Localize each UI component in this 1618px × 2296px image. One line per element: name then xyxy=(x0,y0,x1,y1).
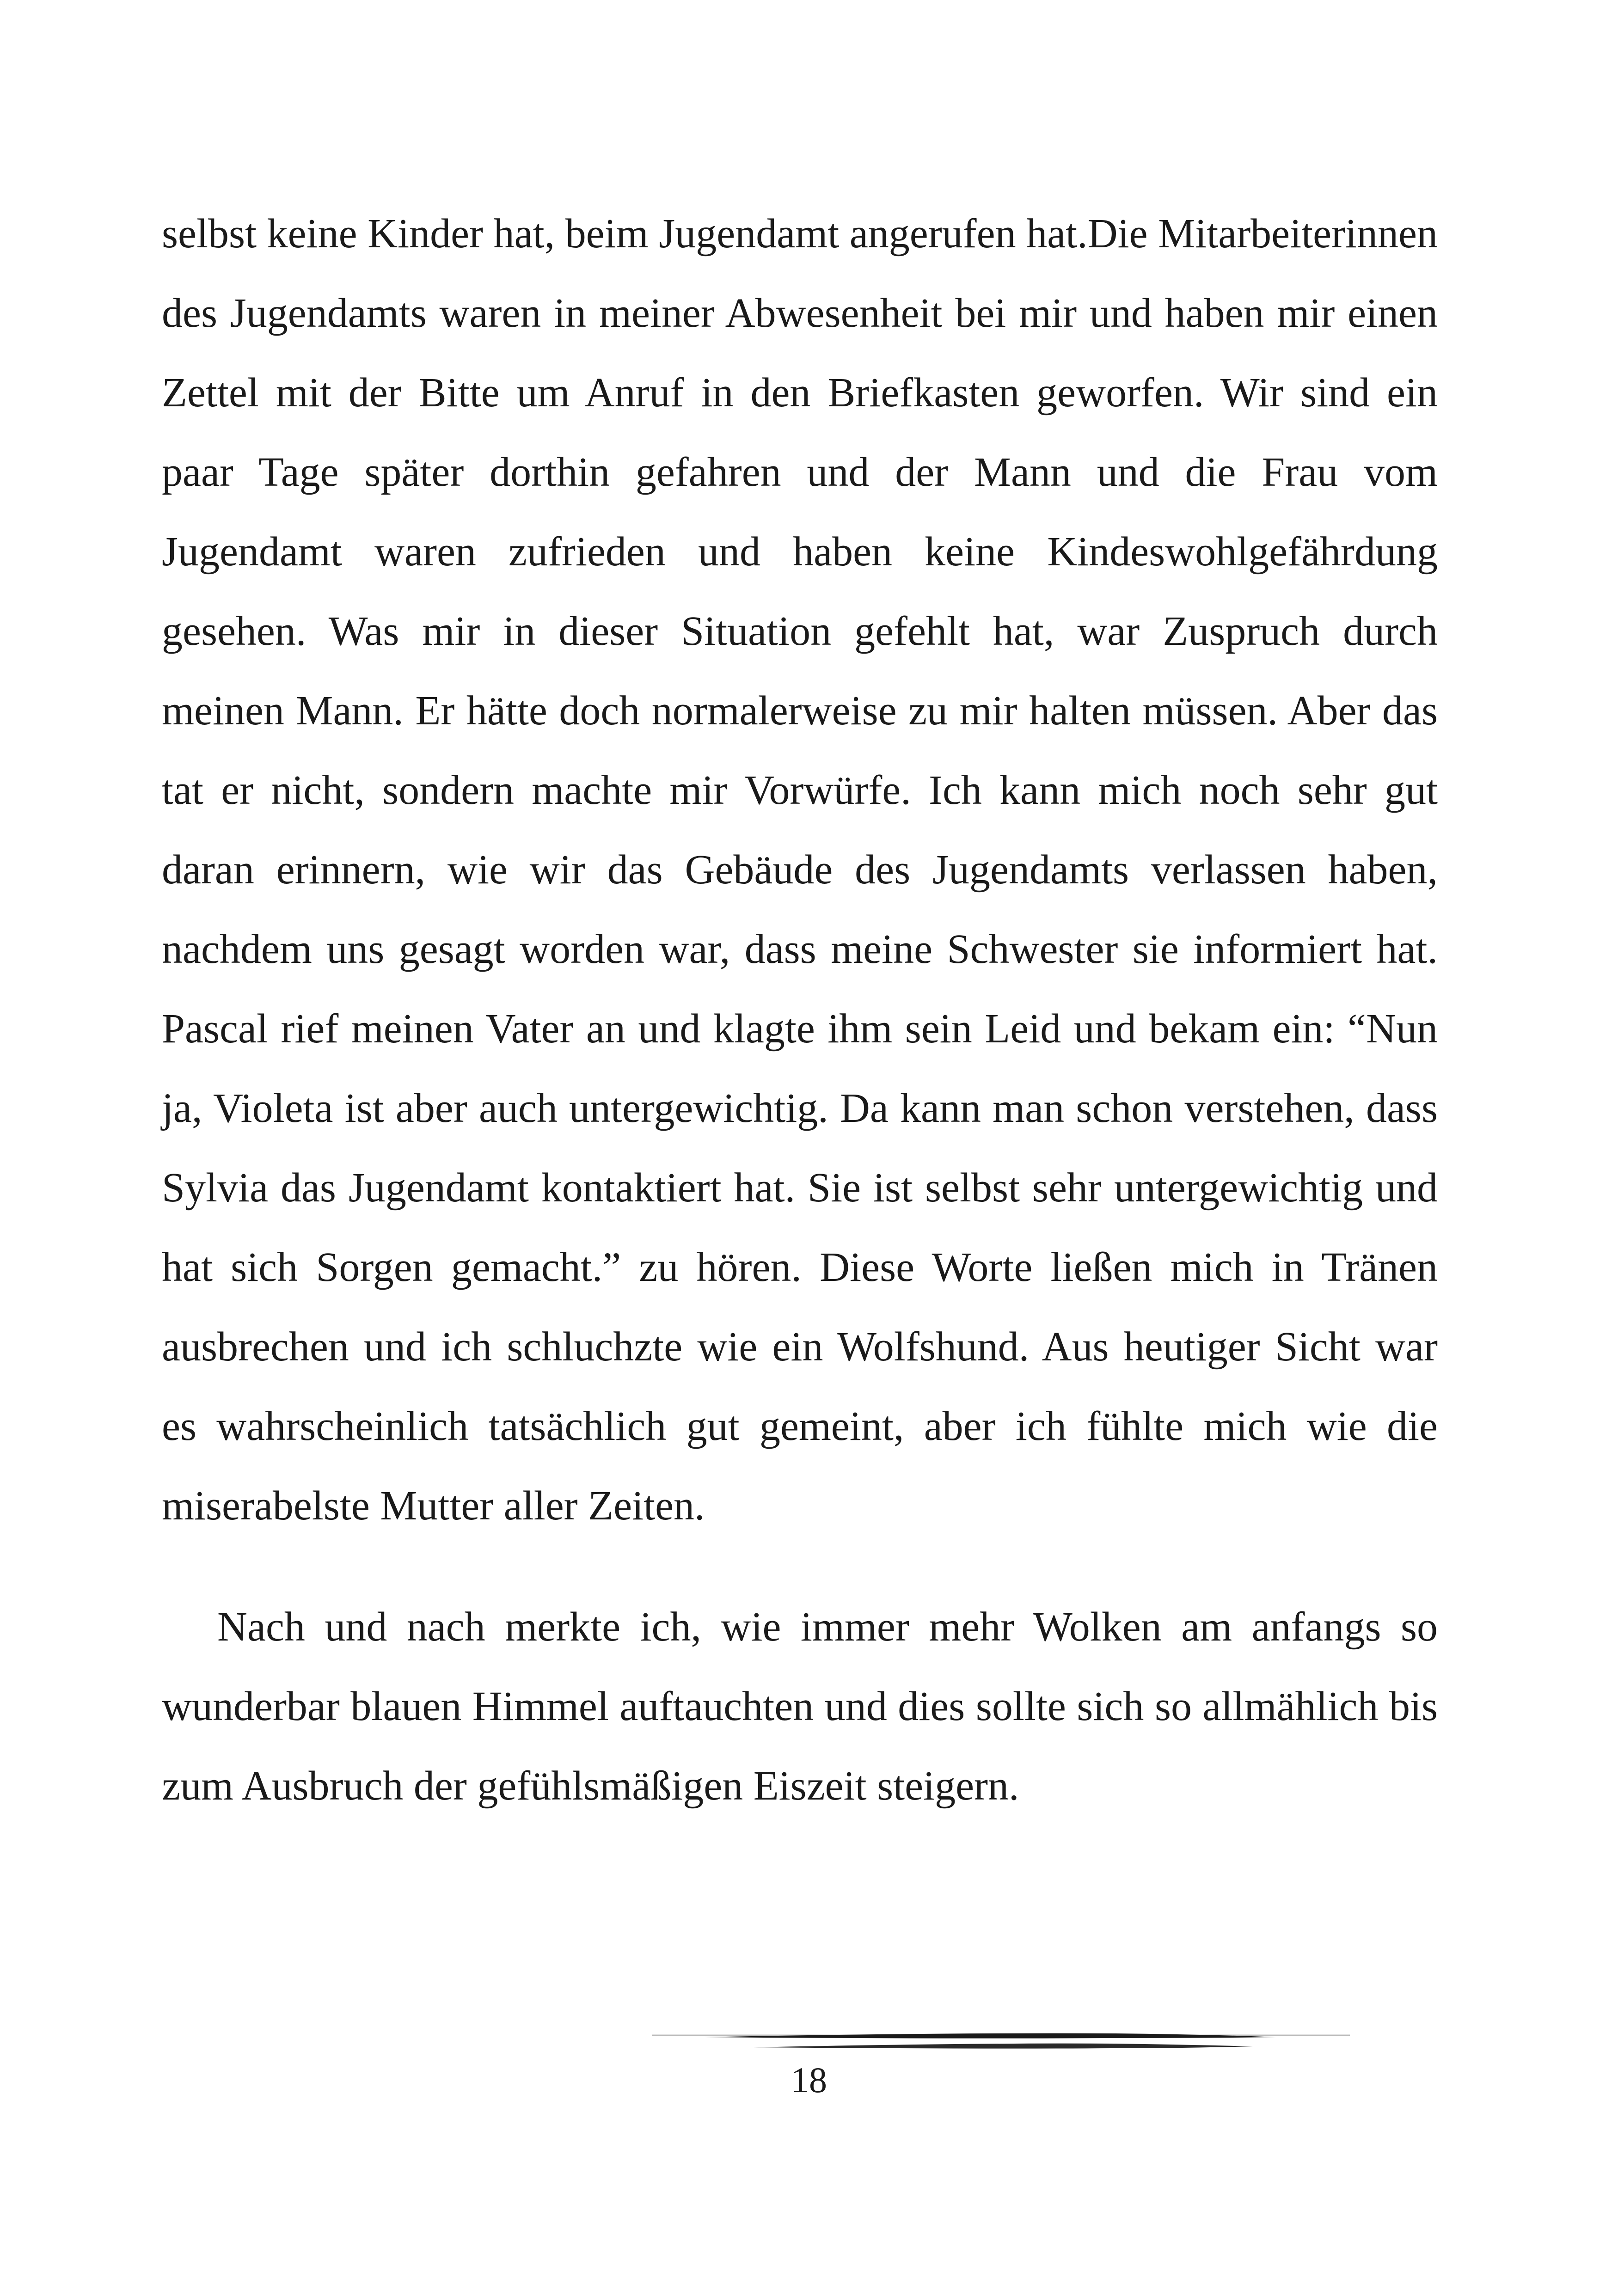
decorative-divider-icon xyxy=(652,2027,1350,2055)
paragraph: selbst keine Kinder hat, beim Jugendamt angerufen hat.Die Mitarbeiterinnen des Jugendamts waren in meiner Abwesenheit bei mir und haben mir einen Zettel mit der Bitte um Anruf in den Briefkasten geworfen. Wir sind ein paar Tage später dorthin gefahren und der Mann und die Frau vom Jugendamt waren zufrieden und haben keine Kindeswohlgefährdung gesehen. Was mir in dieser Situation gefehlt hat, war Zuspruch durch meinen Mann. Er hätte doch normalerweise zu mir halten müssen. Aber das tat er nicht, sondern machte mir Vorwürfe. Ich kann mich noch sehr gut daran erinnern, wie wir das Gebäude des Jugendamts verlassen haben, nachdem uns gesagt worden war, dass meine Schwester sie informiert hat. Pascal rief meinen Vater an und klagte ihm sein Leid und bekam ein: “Nun ja, Violeta ist aber auch untergewichtig. Da kann man schon verstehen, dass Sylvia das Jugendamt kontaktiert hat. Sie ist selbst sehr untergewichtig und hat sich Sorgen gemacht.” zu hören. Diese Worte ließen mich in Tränen ausbrechen und ich schluchzte wie ein Wolfshund. Aus heutiger Sicht war es wahrscheinlich tatsächlich gut gemeint, aber ich fühlte mich wie die miserabelste Mutter aller Zeiten. xyxy=(162,211,1438,1529)
paragraph: Nach und nach merkte ich, wie immer mehr Wolken am anfangs so wunderbar blauen Himmel auftauchten und dies sollte sich so allmählich bis zum Ausbruch der gefühlsmäßigen Eiszeit steigern. xyxy=(162,1604,1438,1809)
page-number: 18 xyxy=(791,2060,827,2100)
body-text xyxy=(162,194,1438,1826)
